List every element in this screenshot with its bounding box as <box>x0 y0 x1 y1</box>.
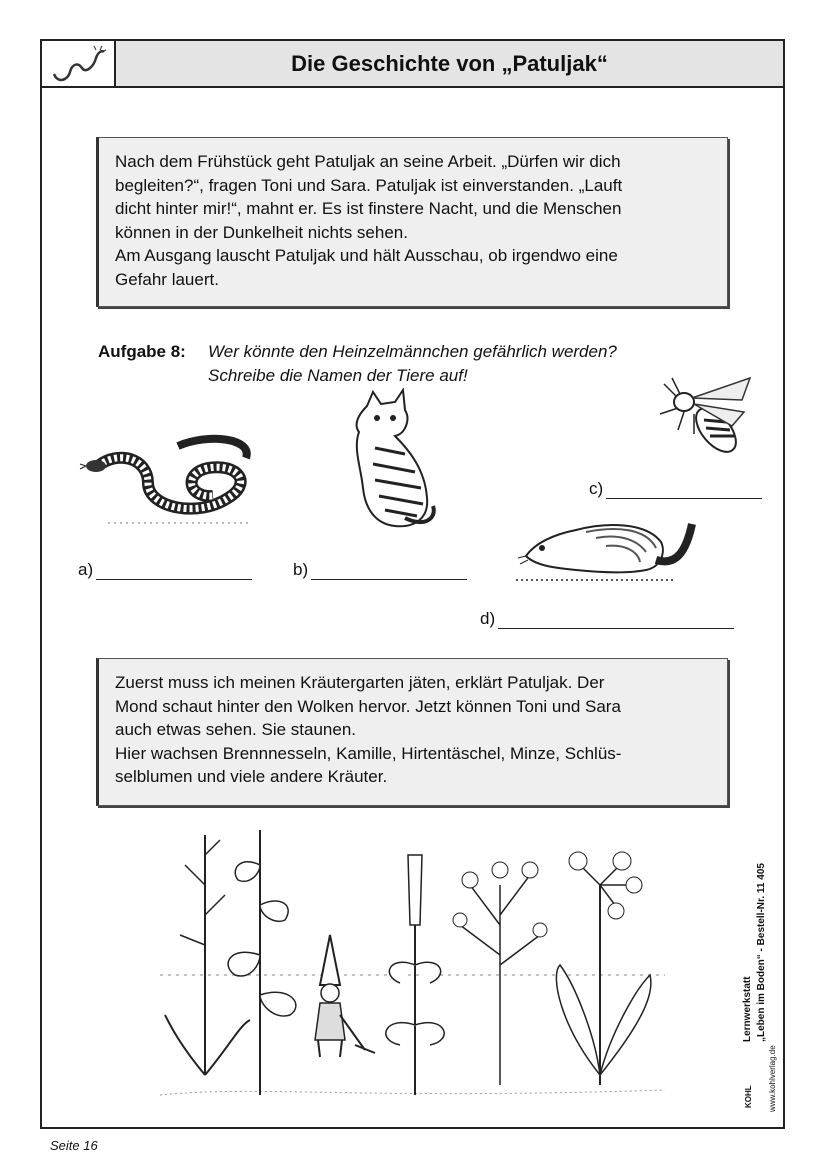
answer-c <box>589 479 762 499</box>
cat-illustration <box>345 388 440 533</box>
answer-d-label: d) <box>480 609 496 628</box>
sidebar-publisher: KOHL <box>744 1085 753 1108</box>
task-instruction: Schreibe die Namen der Tiere auf! <box>208 365 468 385</box>
answer-a-line[interactable] <box>96 561 252 580</box>
task-8 <box>98 340 617 387</box>
answer-c-label: c) <box>589 479 604 498</box>
answer-b-line[interactable] <box>311 561 467 580</box>
story-line: Gefahr lauert. <box>115 269 219 289</box>
answer-c-line[interactable] <box>606 480 762 499</box>
wasp-illustration <box>654 372 759 467</box>
story-line: selblumen und viele andere Kräuter. <box>115 767 388 786</box>
story-box-2 <box>96 658 728 806</box>
answer-b-label: b) <box>293 560 309 579</box>
sidebar-lernwerkstatt: Lernwerkstatt <box>742 976 753 1042</box>
sidebar-order-number: „Leben im Boden“ - Bestell-Nr. 11 405 <box>756 863 767 1042</box>
task-question: Wer könnte den Heinzelmännchen gefährlich werden? <box>208 342 617 361</box>
answer-d-line[interactable] <box>498 610 734 629</box>
story-line: Am Ausgang lauscht Patuljak und hält Ausschau, ob irgendwo eine <box>115 246 618 265</box>
story-line: auch etwas sehen. Sie staunen. <box>115 720 356 739</box>
answer-d <box>480 609 734 629</box>
answer-a-label: a) <box>78 560 94 579</box>
story-line: Mond schaut hinter den Wolken hervor. Jetzt können Toni und Sara <box>115 696 621 716</box>
task-label: Aufgabe 8: <box>98 342 186 361</box>
herb-garden-illustration <box>160 825 665 1115</box>
story-line: können in der Dunkelheit nichts sehen. <box>115 222 408 242</box>
answer-b <box>293 560 467 580</box>
story-line: begleiten?“, fragen Toni und Sara. Patuljak ist einverstanden. „Lauft <box>115 175 623 195</box>
publisher-sidebar <box>742 830 787 1120</box>
story-line: Hier wachsen Brennnesseln, Kamille, Hirtentäschel, Minze, Schlüs- <box>115 743 622 763</box>
story-box-1 <box>96 137 728 307</box>
story-line: Nach dem Frühstück geht Patuljak an seine Arbeit. „Dürfen wir dich <box>115 152 621 171</box>
worm-icon <box>42 41 116 86</box>
weasel-illustration <box>516 512 700 590</box>
page-number: Seite 16 <box>50 1138 98 1153</box>
header <box>40 39 785 88</box>
sidebar-url: www.kohlverlag.de <box>768 1045 777 1112</box>
snake-illustration <box>78 428 268 538</box>
story-line: dicht hinter mir!“, mahnt er. Es ist finstere Nacht, und die Menschen <box>115 199 622 218</box>
page-title: Die Geschichte von „Patuljak“ <box>116 41 783 86</box>
story-line: Zuerst muss ich meinen Kräutergarten jäten, erklärt Patuljak. Der <box>115 673 605 692</box>
answer-a <box>78 560 252 580</box>
